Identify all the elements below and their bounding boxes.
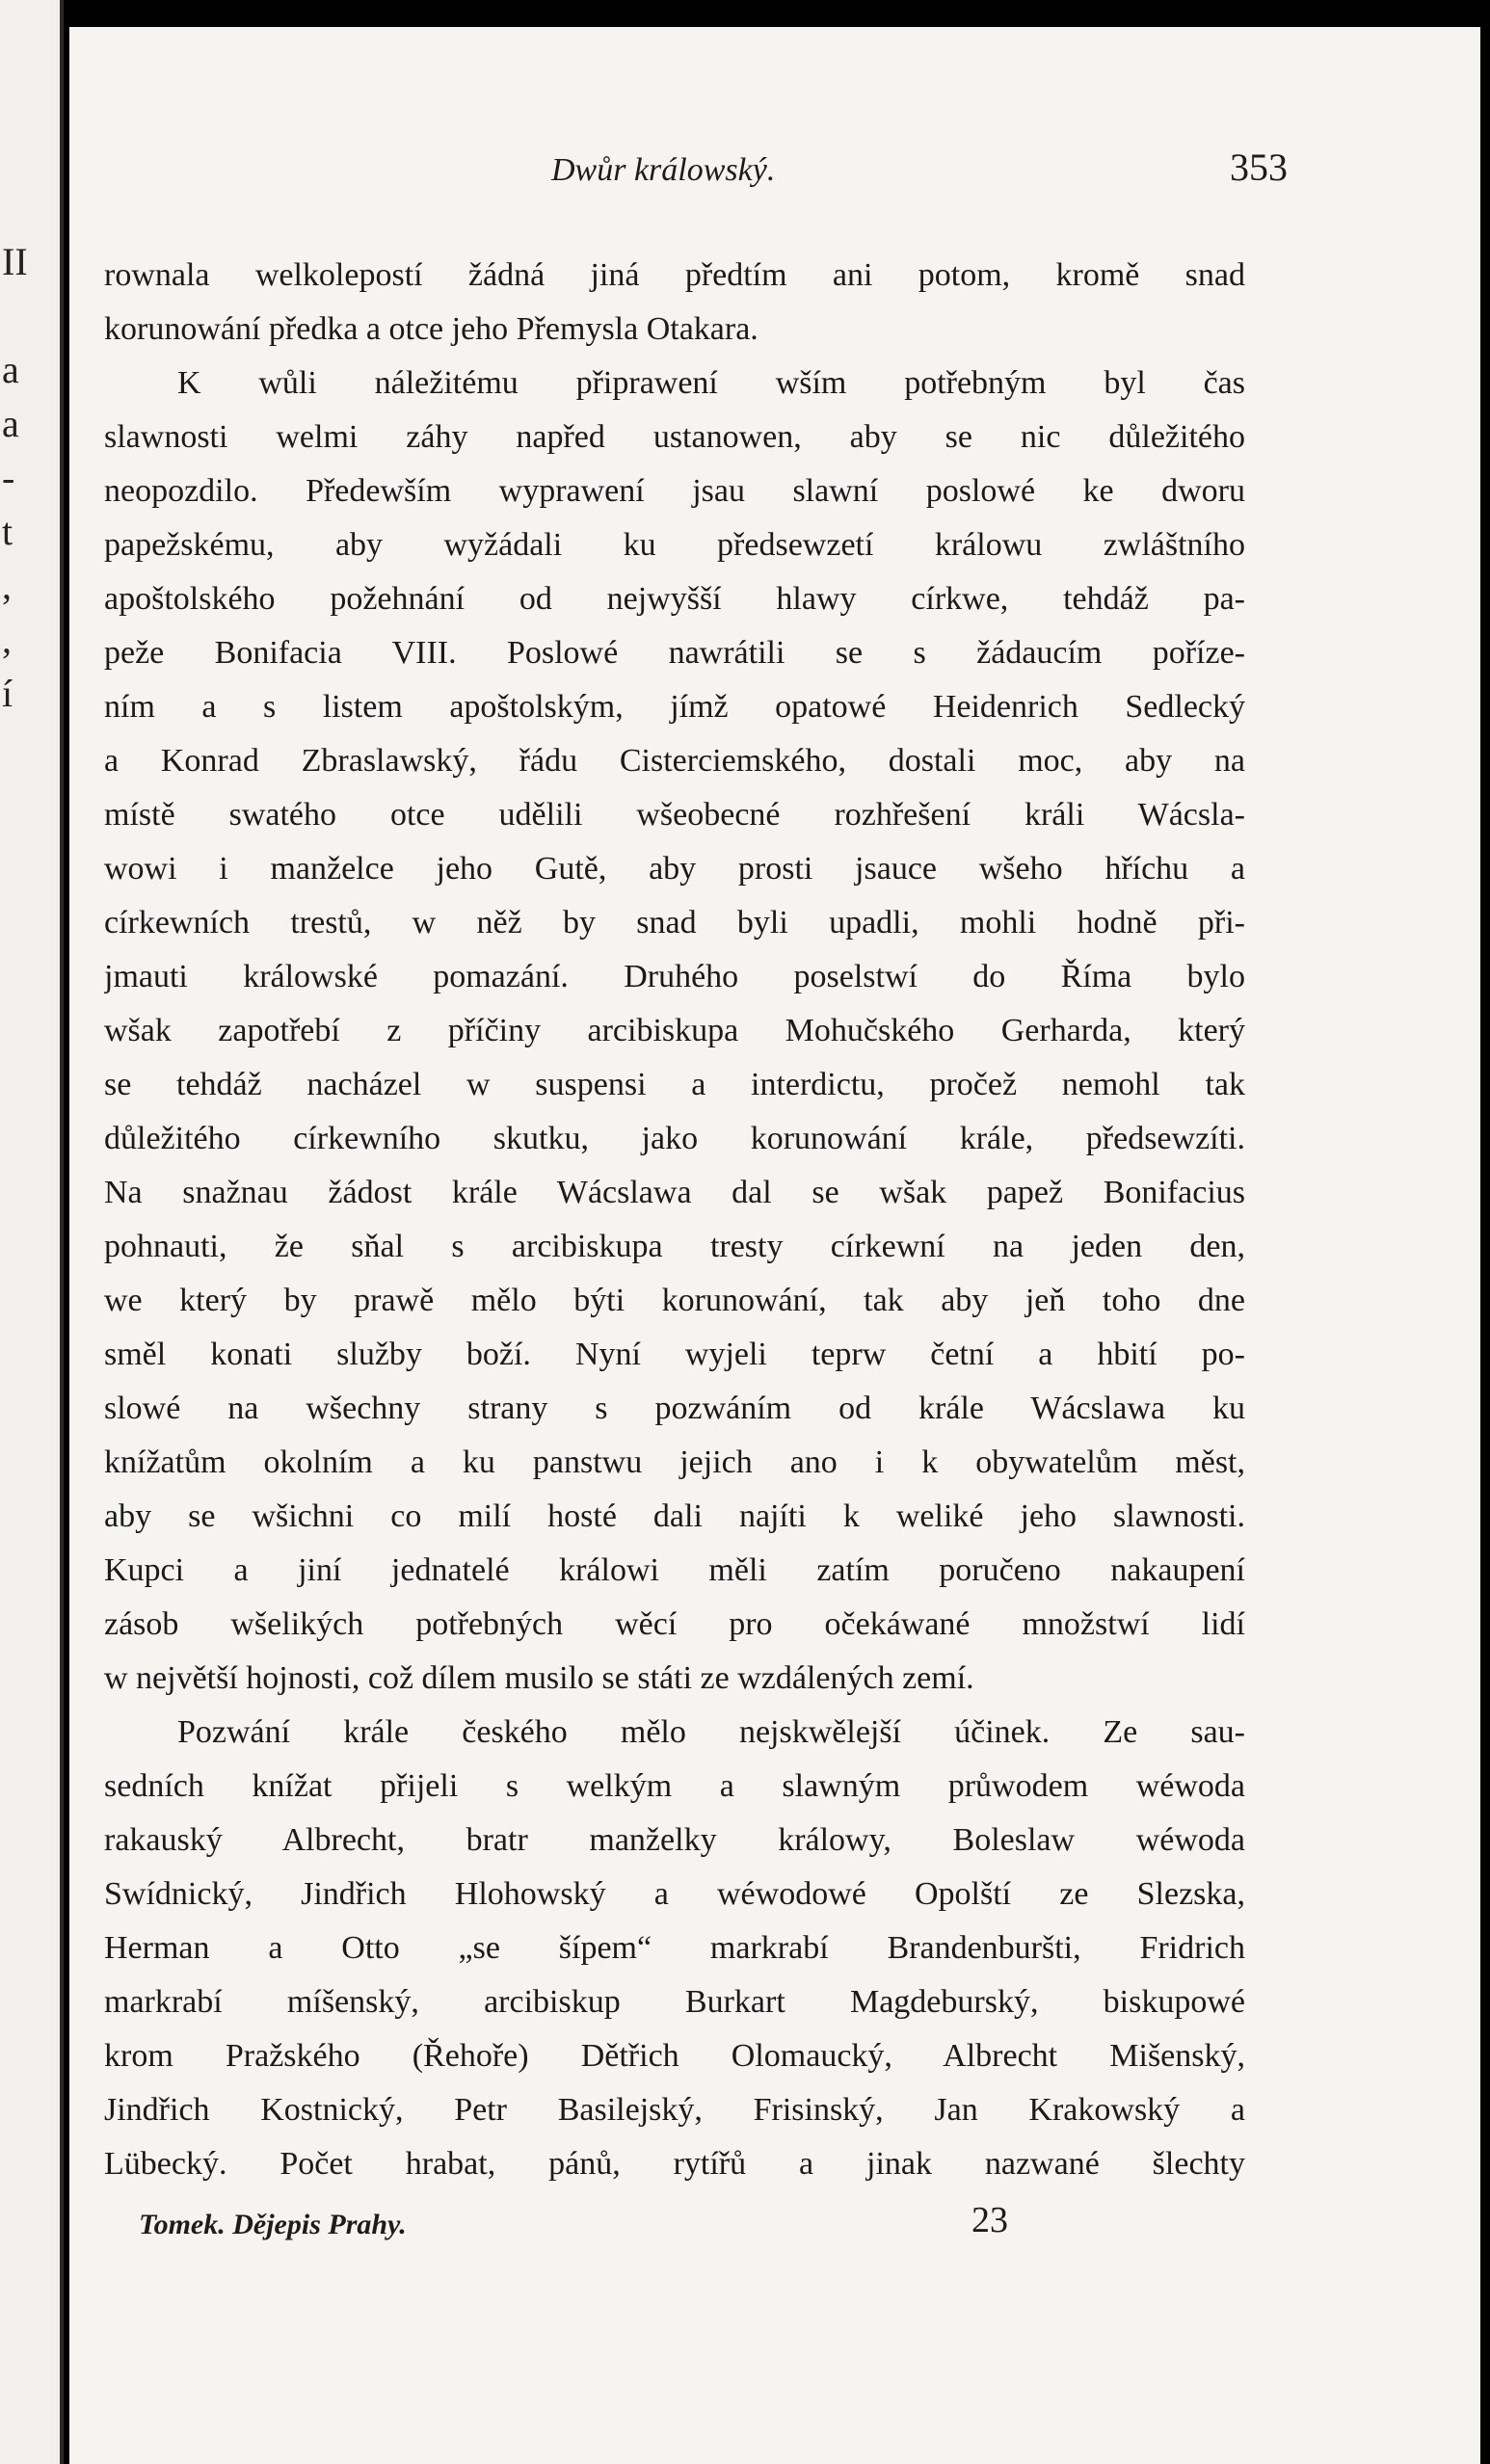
text-line: Lübecký. Počet hrabat, pánů, rytířů a jinak nazwané šlechty [104,2146,1245,2182]
text-line: peže Bonifacia VIII. Poslowé nawrátili se s žádaucím pořízе- [104,635,1245,671]
text-line: aby se wšichni co milí hosté dali najíti k weliké jeho slawnosti. [104,1498,1245,1534]
book-page [69,27,1480,2464]
text-line: Herman a Otto „se šípem“ markrabí Brandenburšti, Fridrich [104,1930,1245,1966]
text-line: wowi i manželce jeho Gutě, aby prosti jsauce wšeho hříchu a [104,851,1245,887]
text-line: wšak zapotřebí z příčiny arcibiskupa Mohučského Gerharda, který [104,1013,1245,1048]
text-line: K wůli náležitému připrawení wším potřebným byl čas [177,365,1245,401]
page-gutter-line [60,0,64,2464]
text-line: slowé na wšechny strany s pozwáním od krále Wácslawa ku [104,1391,1245,1426]
text-line: Swídnický, Jindřich Hlohowský a wéwodowé Opolští ze Slezska, [104,1876,1245,1912]
signature-reference: Tomek. Dějepis Prahy. [139,2209,407,2240]
text-line: ním a s listem apoštolským, jímž opatowé Heidenrich Sedlecký [104,689,1245,725]
text-line: w největší hojnosti, což dílem musilo se státi ze wzdálených zemí. [104,1660,974,1696]
text-line: rownala welkolepostí žádná jiná předtím ani potom, kromě snad [104,257,1245,293]
text-line: a Konrad Zbraslawský, řádu Cisterciemského, dostali moc, aby na [104,743,1245,779]
text-line: apoštolského požehnání od nejwyšší hlawy církwe, tehdáž pa- [104,581,1245,617]
text-line: krom Pražského (Řehoře) Dětřich Olomaucký, Albrecht Mišenský, [104,2038,1245,2074]
running-title: Dwůr králowský. [551,152,776,188]
text-line: neopozdilo. Předewším wyprawení jsau slawní poslowé ke dworu [104,473,1245,509]
text-line: papežskému, aby wyžádali ku předsewzetí králowu zwláštního [104,527,1245,563]
page-footer [69,2199,1480,2257]
text-line: slawnosti welmi záhy napřed ustanowen, aby se nic důležitého [104,419,1245,455]
previous-page-char [0,289,39,343]
text-line: pohnauti, že sňal s arcibiskupa tresty církewní na jeden den, [104,1229,1245,1264]
previous-page-char: t [2,510,13,553]
page-number: 353 [1230,146,1288,189]
previous-page-edge-text [0,235,39,721]
text-line: Pozwání krále českého mělo nejskwělejší účinek. Ze sau- [177,1714,1245,1750]
text-line: zásob wšelikých potřebných wěcí pro očekáwané množstwí lidí [104,1606,1245,1642]
text-line: sedních knížat přijeli s welkým a slawným průwodem wéwoda [104,1768,1245,1804]
text-line: we který by prawě mělo býti korunowání, tak aby jeň toho dne [104,1283,1245,1318]
text-line: rakauský Albrecht, bratr manželky králowy, Boleslaw wéwoda [104,1822,1245,1858]
previous-page-char: í [2,672,13,715]
signature-mark: 23 [971,2200,1008,2240]
text-line: Na snažnau žádost krále Wácslawa dal se wšak papež Bonifacius [104,1175,1245,1210]
previous-page-margin [0,0,64,2464]
text-line: Jindřich Kostnický, Petr Basilejský, Frisinský, Jan Krakowský a [104,2092,1245,2128]
previous-page-char: , [2,564,12,607]
page-body-text [104,249,1245,2191]
page-header [69,143,1480,200]
text-line: místě swatého otce udělili wšeobecné rozhřešení králi Wácsla- [104,797,1245,833]
text-line: jmauti králowské pomazání. Druhého poselstwí do Říma bylo [104,959,1245,994]
text-line: korunowání předka a otce jeho Přemysla Otakara. [104,311,758,347]
text-line: se tehdáž nacházel w suspensi a interdictu, pročež nemohl tak [104,1067,1245,1102]
previous-page-char: , [2,618,12,661]
previous-page-char: a [2,402,19,445]
previous-page-char: II [2,240,28,283]
previous-page-char: - [2,456,15,499]
text-line: knížatům okolním a ku panstwu jejich ano i k obywatelům měst, [104,1444,1245,1480]
text-line: Kupci a jiní jednatelé králowi měli zatím poručeno nakaupení [104,1552,1245,1588]
text-line: církewních trestů, w něž by snad byli upadli, mohli hodně při- [104,905,1245,941]
text-line: důležitého církewního skutku, jako korunowání krále, předsewzíti. [104,1121,1245,1156]
previous-page-char: a [2,348,19,391]
text-line: směl konati služby boží. Nyní wyjeli teprw četní a hbití po- [104,1337,1245,1372]
text-line: markrabí míšenský, arcibiskup Burkart Magdeburský, biskupowé [104,1984,1245,2020]
